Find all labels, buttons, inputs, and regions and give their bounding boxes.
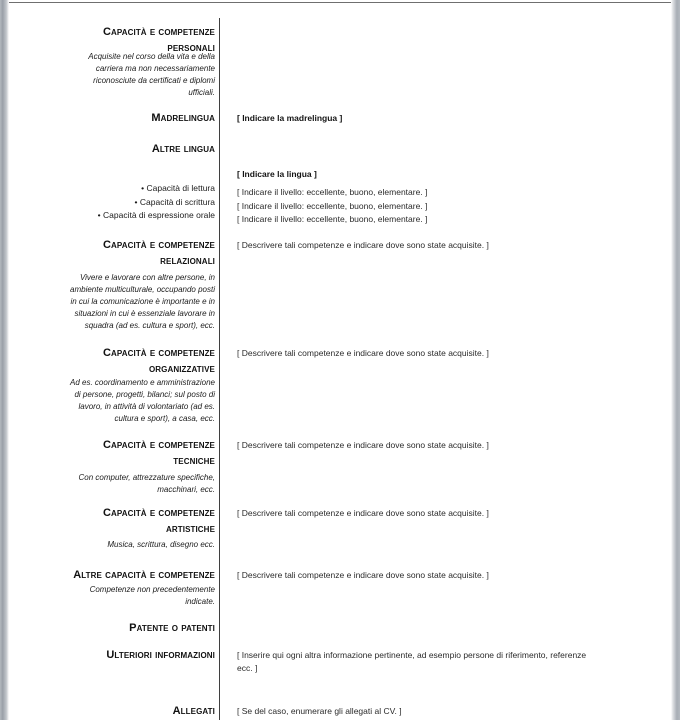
section-note-line: riconosciute da certificati e diplomi bbox=[93, 76, 215, 85]
section-note-line: indicate. bbox=[185, 597, 215, 606]
field-label-altre-lingua: Altre lingua bbox=[151, 143, 215, 155]
section-title-line1: Capacità e competenze bbox=[102, 239, 215, 251]
section-title-line1: Capacità e competenze bbox=[102, 439, 215, 451]
section-note bbox=[0, 377, 215, 425]
section-note-line: Con computer, attrezzature specifiche, bbox=[78, 473, 215, 482]
section-note-line: ufficiali. bbox=[188, 88, 215, 97]
page-edge-right bbox=[671, 0, 680, 720]
skill-value-espressione-orale[interactable]: [ Indicare il livello: eccellente, buono, elementare. ] bbox=[237, 214, 428, 224]
section-note bbox=[0, 472, 215, 496]
section-note-line: Competenze non precedentemente bbox=[89, 585, 215, 594]
field-value-lingua-placeholder[interactable]: [ Indicare la lingua ] bbox=[237, 169, 317, 179]
section-title-line2: relazionali bbox=[160, 255, 215, 267]
section-note-line: situazioni in cui è essenziale lavorare in bbox=[74, 309, 215, 318]
skill-value-scrittura[interactable]: [ Indicare il livello: eccellente, buono, elementare. ] bbox=[237, 201, 428, 211]
skill-label-scrittura: • Capacità di scrittura bbox=[134, 197, 215, 207]
section-title-line2: artistiche bbox=[166, 523, 215, 535]
section-note-line: squadra (ad es. cultura e sport), ecc. bbox=[84, 321, 215, 330]
section-title-line1: Capacità e competenze bbox=[102, 347, 215, 359]
page-top-rule bbox=[9, 2, 671, 3]
section-note bbox=[0, 272, 215, 332]
field-label-ulteriori: Ulteriori informazioni bbox=[106, 649, 215, 661]
field-label-madrelingua: Madrelingua bbox=[151, 112, 215, 124]
section-note-line: Musica, scrittura, disegno ecc. bbox=[107, 540, 215, 549]
section-title-line1: Capacità e competenze bbox=[102, 507, 215, 519]
table-column-separator bbox=[219, 18, 220, 720]
field-value-artistiche[interactable]: [ Descrivere tali competenze e indicare dove sono state acquisite. ] bbox=[237, 508, 489, 518]
field-label-patente: Patente o patenti bbox=[129, 622, 215, 634]
section-note bbox=[0, 51, 215, 99]
section-title-line2: tecniche bbox=[173, 455, 215, 467]
skill-value-lettura[interactable]: [ Indicare il livello: eccellente, buono, elementare. ] bbox=[237, 187, 428, 197]
field-value-organizzative[interactable]: [ Descrivere tali competenze e indicare dove sono state acquisite. ] bbox=[237, 348, 489, 358]
field-value-relazionali[interactable]: [ Descrivere tali competenze e indicare dove sono state acquisite. ] bbox=[237, 240, 489, 250]
field-value-allegati[interactable]: [ Se del caso, enumerare gli allegati al CV. ] bbox=[237, 706, 402, 716]
field-value-ulteriori-line2[interactable]: ecc. ] bbox=[237, 663, 258, 673]
section-note-line: in cui la comunicazione è importante e in bbox=[70, 297, 215, 306]
field-value-tecniche[interactable]: [ Descrivere tali competenze e indicare dove sono state acquisite. ] bbox=[237, 440, 489, 450]
section-note-line: Acquisite nel corso della vita e della bbox=[88, 52, 215, 61]
section-note-line: carriera ma non necessariamente bbox=[95, 64, 215, 73]
section-note-line: Ad es. coordinamento e amministrazione bbox=[70, 378, 215, 387]
field-value-madrelingua[interactable]: [ Indicare la madrelingua ] bbox=[237, 113, 343, 123]
section-title-line1: Capacità e competenze bbox=[102, 26, 215, 38]
skill-label-espressione-orale: • Capacità di espressione orale bbox=[97, 210, 215, 220]
section-note bbox=[0, 584, 215, 608]
section-note bbox=[0, 539, 215, 551]
section-note-line: cultura e sport), a casa, ecc. bbox=[114, 414, 215, 423]
field-value-ulteriori-line1[interactable]: [ Inserire qui ogni altra informazione pertinente, ad esempio persone di riferimento, referenze bbox=[237, 650, 587, 660]
section-title-line2: personali bbox=[167, 42, 215, 54]
section-note-line: ambiente multiculturale, occupando posti bbox=[70, 285, 215, 294]
field-value-altre-capacita[interactable]: [ Descrivere tali competenze e indicare dove sono state acquisite. ] bbox=[237, 570, 489, 580]
section-note-line: lavoro, in attività di volontariato (ad es. bbox=[78, 402, 215, 411]
section-title-line2: organizzative bbox=[148, 363, 215, 375]
skill-label-lettura: • Capacità di lettura bbox=[141, 183, 215, 193]
section-title: Altre capacità e competenze bbox=[73, 569, 215, 581]
section-note-line: di persone, progetti, bilanci; sul posto di bbox=[74, 390, 215, 399]
field-label-allegati: Allegati bbox=[172, 705, 215, 717]
section-note-line: Vivere e lavorare con altre persone, in bbox=[79, 273, 215, 282]
section-note-line: macchinari, ecc. bbox=[157, 485, 215, 494]
